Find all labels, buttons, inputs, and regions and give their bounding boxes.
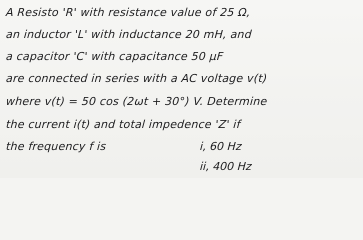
problem-line-1: A Resisto 'R' with resistance value of 25 Ω,: [5, 6, 251, 19]
problem-line-3: a capacitor 'C' with capacitance 50 μF: [5, 50, 224, 63]
frequency-option-i: i, 60 Hz: [199, 140, 243, 153]
problem-line-2: an inductor 'L' with inductance 20 mH, and: [5, 28, 253, 41]
frequency-option-ii: ii, 400 Hz: [199, 160, 253, 173]
problem-line-6: the current i(t) and total impedence 'Z' if: [5, 118, 242, 131]
problem-line-7: the frequency f is: [5, 140, 107, 153]
problem-line-4: are connected in series with a AC voltage v(t): [5, 72, 268, 85]
problem-line-5: where v(t) = 50 cos (2ωt + 30°) V. Determine: [5, 95, 268, 108]
